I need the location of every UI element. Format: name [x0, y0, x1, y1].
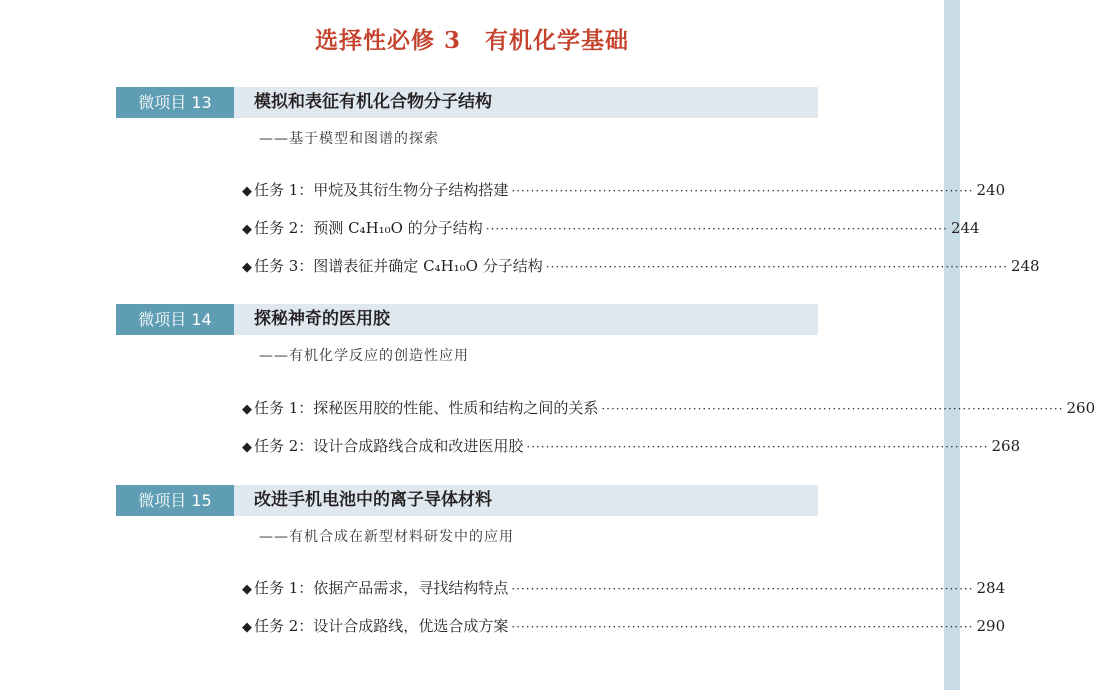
section-subtitle: ——基于模型和图谱的探索	[259, 131, 439, 147]
dot-leader: ································································································	[511, 184, 974, 198]
diamond-bullet-icon: ◆	[242, 582, 252, 597]
task-label: 任务 2：预测 C₄H₁₀O 的分子结构	[254, 219, 483, 237]
section-header	[116, 87, 818, 118]
dot-leader: ································································································	[601, 402, 1064, 416]
task-page-number: 284	[976, 579, 1006, 597]
task-page-number: 290	[976, 617, 1006, 635]
toc-task[interactable]	[242, 179, 1006, 201]
section-14	[116, 304, 1095, 455]
diamond-bullet-icon: ◆	[242, 184, 252, 199]
diamond-bullet-icon: ◆	[242, 222, 252, 237]
page-title: 选择性必修 3 有机化学基础	[314, 27, 629, 54]
dot-leader: ································································································	[545, 260, 1008, 274]
toc-task[interactable]	[242, 255, 1040, 277]
task-label: 任务 1：甲烷及其衍生物分子结构搭建	[254, 181, 509, 199]
section-badge: 微项目 15	[116, 485, 234, 516]
dot-leader: ································································································	[485, 222, 948, 236]
task-page-number: 268	[991, 437, 1021, 455]
dot-leader: ································································································	[511, 620, 974, 634]
task-label: 任务 2：设计合成路线，优选合成方案	[254, 617, 509, 635]
toc-task[interactable]	[242, 397, 1095, 419]
task-page-number: 248	[1010, 257, 1040, 275]
task-label: 任务 1：探秘医用胶的性能、性质和结构之间的关系	[254, 399, 599, 417]
toc-task[interactable]	[242, 435, 1021, 457]
task-label: 任务 1：依据产品需求，寻找结构特点	[254, 579, 509, 597]
section-header	[116, 304, 818, 335]
diamond-bullet-icon: ◆	[242, 260, 252, 275]
task-label: 任务 2：设计合成路线合成和改进医用胶	[254, 437, 524, 455]
task-label: 任务 3：图谱表征并确定 C₄H₁₀O 分子结构	[254, 257, 543, 275]
diamond-bullet-icon: ◆	[242, 440, 252, 455]
section-15	[116, 485, 1006, 635]
task-page-number: 260	[1066, 399, 1095, 417]
toc-task[interactable]	[242, 217, 980, 239]
dot-leader: ································································································	[526, 440, 989, 454]
task-page-number: 244	[950, 219, 980, 237]
toc-task[interactable]	[242, 577, 1006, 599]
toc-task[interactable]	[242, 615, 1006, 637]
section-title: 探秘神奇的医用胶	[254, 309, 390, 329]
dot-leader: ································································································	[511, 582, 974, 596]
section-title: 改进手机电池中的离子导体材料	[254, 490, 492, 510]
section-badge: 微项目 14	[116, 304, 234, 335]
section-badge: 微项目 13	[116, 87, 234, 118]
section-subtitle: ——有机化学反应的创造性应用	[259, 348, 469, 364]
diamond-bullet-icon: ◆	[242, 620, 252, 635]
section-title: 模拟和表征有机化合物分子结构	[254, 92, 492, 112]
task-page-number: 240	[976, 181, 1006, 199]
diamond-bullet-icon: ◆	[242, 402, 252, 417]
section-13	[116, 87, 1040, 275]
section-header	[116, 485, 818, 516]
section-subtitle: ——有机合成在新型材料研发中的应用	[259, 529, 514, 545]
